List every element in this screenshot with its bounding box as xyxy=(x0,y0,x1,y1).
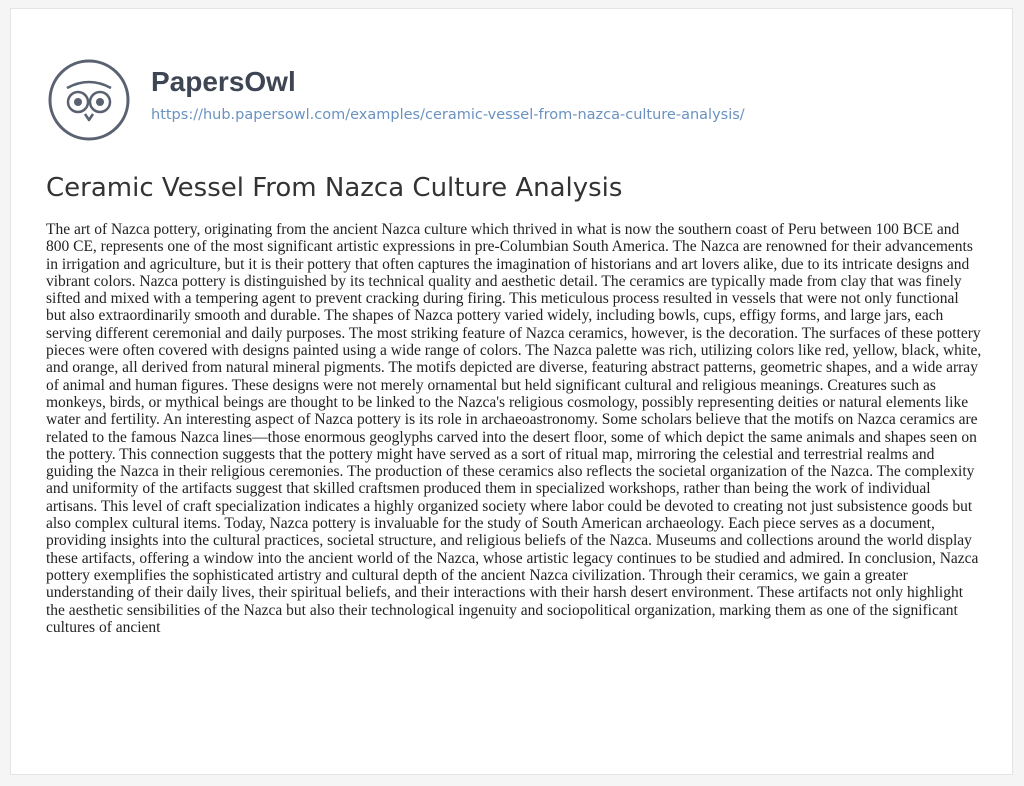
brand-name: PapersOwl xyxy=(151,66,296,97)
site-header xyxy=(47,58,947,142)
owl-logo-icon xyxy=(47,58,131,142)
article-body: The art of Nazca pottery, originating from the ancient Nazca culture which thrived in what is now the southern coast of Peru between 100 BCE and 800 CE, represents one of the most significant artistic expressions in pre-Columbian South America. The Nazca are renowned for their advancements in irrigation and agriculture, but it is their pottery that often captures the imagination of historians and art lovers alike, due to its intricate designs and vibrant colors. Nazca pottery is distinguished by its technical quality and aesthetic detail. The ceramics are typically made from clay that was finely sifted and mixed with a tempering agent to prevent cracking during firing. This meticulous process resulted in vessels that were not only functional but also extraordinarily smooth and durable. The shapes of Nazca pottery varied widely, including bowls, cups, effigy forms, and large jars, each serving different ceremonial and daily purposes. The most striking feature of Nazca ceramics, however, is the decoration. The surfaces of these pottery pieces were often covered with designs painted using a wide range of colors. The Nazca palette was rich, utilizing colors like red, yellow, black, white, and orange, all derived from natural mineral pigments. The motifs depicted are diverse, featuring abstract patterns, geometric shapes, and a wide array of animal and human figures. These designs were not merely ornamental but held significant cultural and religious meanings. Creatures such as monkeys, birds, or mythical beings are thought to be linked to the Nazca's religious cosmology, possibly representing deities or natural elements like water and fertility. An interesting aspect of Nazca pottery is its role in archaeoastronomy. Some scholars believe that the motifs on Nazca ceramics are related to the famous Nazca lines—those enormous geoglyphs carved into the desert floor, some of which depict the same animals and shapes seen on the pottery. This connection suggests that the pottery might have served as a sort of ritual map, mirroring the celestial and terrestrial realms and guiding the Nazca in their religious ceremonies. The production of these ceramics also reflects the societal organization of the Nazca. The complexity and uniformity of the artifacts suggest that skilled craftsmen produced them in specialized workshops, rather than being the work of individual artisans. This level of craft specialization indicates a highly organized society where labor could be devoted to creating not just subsistence goods but also complex cultural items. Today, Nazca pottery is invaluable for the study of South American archaeology. Each piece serves as a document, providing insights into the cultural practices, societal structure, and religious beliefs of the Nazca. Museums and collections around the world display these artifacts, offering a window into the ancient world of the Nazca, whose artistic legacy continues to be studied and admired. In conclusion, Nazca pottery exemplifies the sophisticated artistry and cultural depth of the ancient Nazca civilization. Through their ceramics, we gain a greater understanding of their daily lives, their spiritual beliefs, and their interactions with their harsh desert environment. These artifacts not only highlight the aesthetic sensibilities of the Nazca but also their technological ingenuity and sociopolitical organization, marking them as one of the significant cultures of ancient xyxy=(46,221,982,636)
page-title: Ceramic Vessel From Nazca Culture Analysis xyxy=(46,173,623,203)
source-url-link[interactable]: https://hub.papersowl.com/examples/ceramic-vessel-from-nazca-culture-analysis/ xyxy=(151,107,745,123)
